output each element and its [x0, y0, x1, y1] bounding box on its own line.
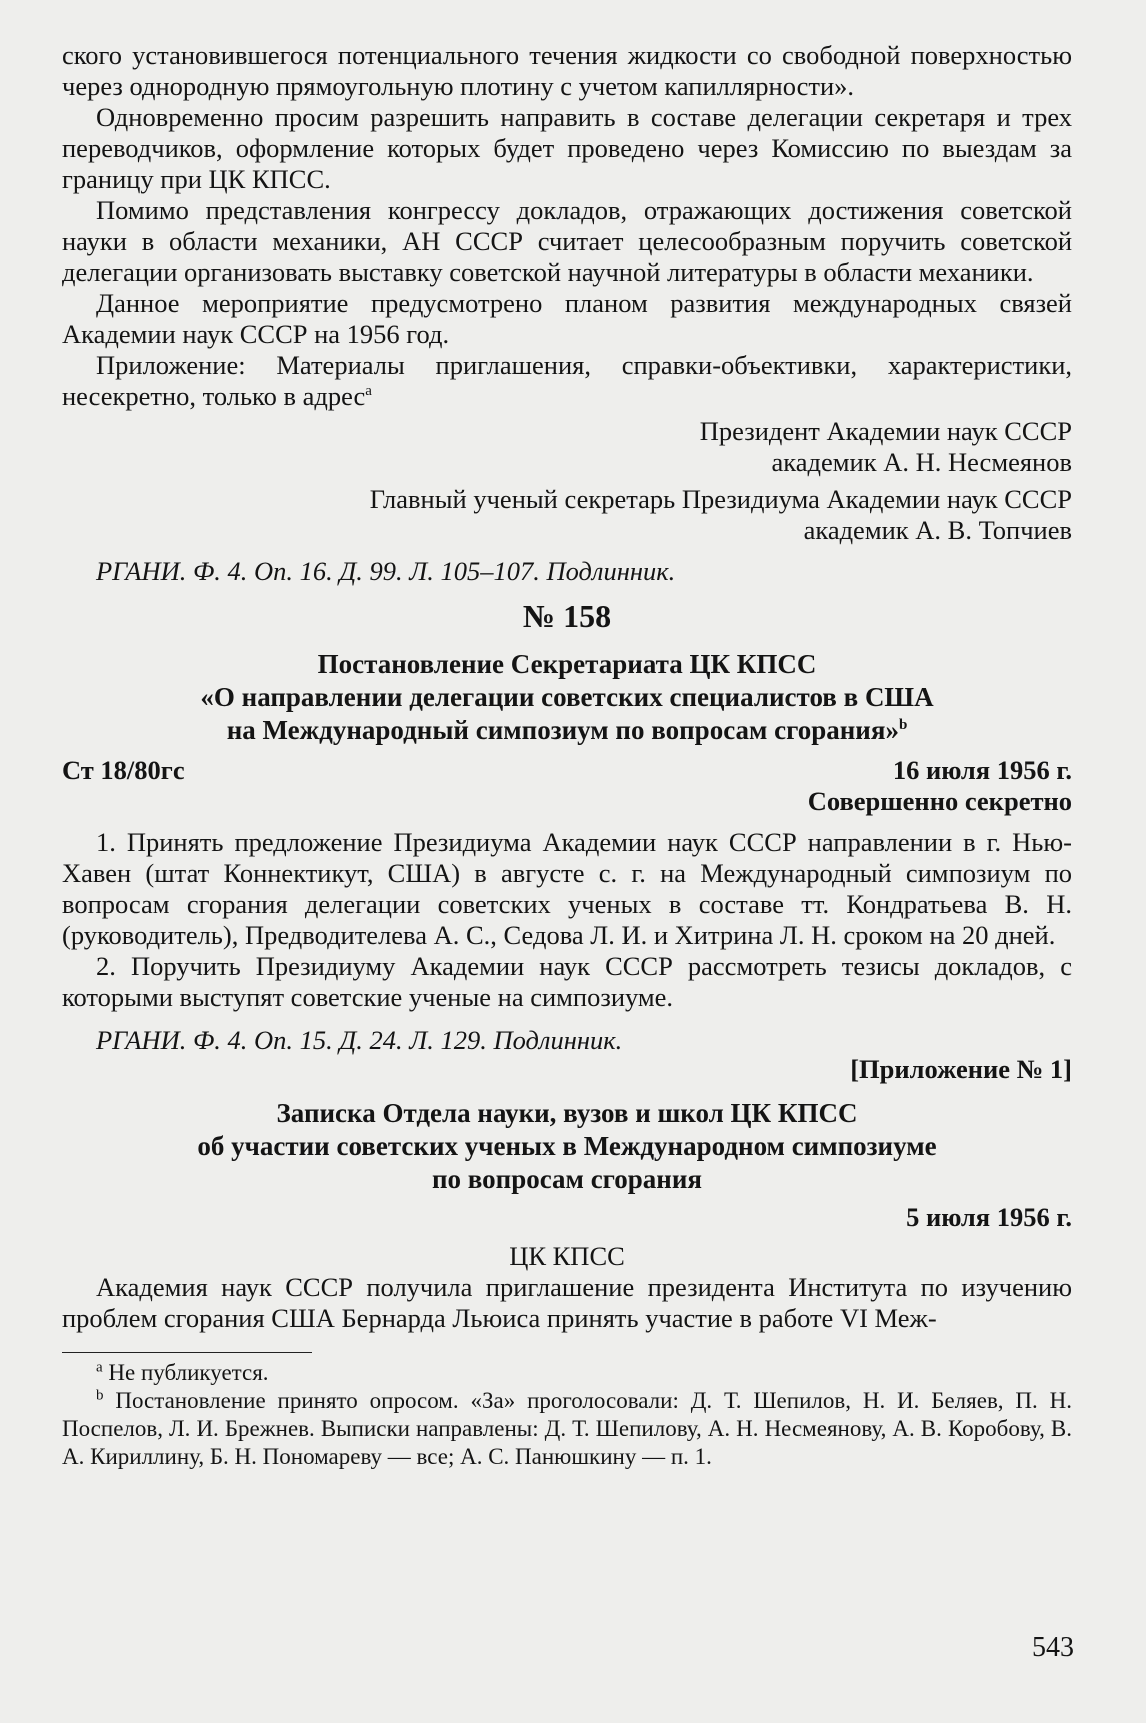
footnote-separator: [62, 1352, 312, 1353]
footnote-ref-a: а: [365, 383, 372, 400]
footnotes: [62, 1334, 1072, 1471]
document-title-line3: [62, 714, 1072, 747]
appendix-paragraph: Академия наук СССР получила приглашение президента Института по изучению проблем сгорания США Бернарда Льюиса принять участие в работе VI Меж-: [62, 1272, 1072, 1333]
resolution-item-1: 1. Принять предложение Президиума Академии наук СССР направлении в г. Нью-Хавен (штат Коннектикут, США) в августе с. г. на Международный симпозиум по вопросам сгорания делегации советских ученых в составе тт. Кондратьева В. Н. (руководитель), Предводителева А. С., Седова Л. И. и Хитрина Л. Н. сроком на 20 дней.: [62, 827, 1072, 950]
secrecy-stamp: Совершенно секретно: [807, 786, 1072, 816]
document-date: 16 июля 1956 г.: [892, 755, 1072, 785]
paragraph-exhibition: Помимо представления конгрессу докладов, отражающих достижения советской науки в области механики, АН СССР считает целесообразным поручить советской делегации организовать выставку советской научной литературы в области механики.: [62, 195, 1072, 287]
paragraph-plan: Данное мероприятие предусмотрено планом развития международных связей Академии наук СССР на 1956 год.: [62, 288, 1072, 349]
appendix-title-line2: об участии советских ученых в Международном симпозиуме: [197, 1131, 937, 1161]
appendix-title-line1: Записка Отдела науки, вузов и школ ЦК КПСС: [276, 1098, 858, 1128]
document-158: [62, 596, 1072, 1056]
title-line3-text: на Международный симпозиум по вопросам сгорания»: [226, 715, 899, 745]
footnote-a: [62, 1359, 1072, 1387]
appendix-1: [62, 1054, 1072, 1334]
paragraph-delegation: Одновременно просим разрешить направить в составе делегации секретаря и трех переводчиков, оформление которых будет проведено через Комиссию по выездам за границу при ЦК КПСС.: [62, 102, 1072, 194]
continuation-paragraph: ского установившегося потенциального течения жидкости со свободной поверхностью через однородную прямоугольную плотину с учетом капиллярности».: [62, 40, 1072, 101]
signature-2-title: Главный ученый секретарь Президиума Академии наук СССР: [369, 484, 1072, 514]
appendix-addressee: ЦК КПСС: [509, 1241, 625, 1271]
signature-2-name: академик А. В. Топчиев: [803, 515, 1072, 545]
resolution-item-2: 2. Поручить Президиуму Академии наук СССР рассмотреть тезисы докладов, с которыми выступят советские ученые на симпозиуме.: [62, 951, 1072, 1012]
archive-source-2: РГАНИ. Ф. 4. Оп. 15. Д. 24. Л. 129. Подлинник.: [96, 1025, 623, 1055]
appendix-label: [Приложение № 1]: [850, 1054, 1072, 1084]
footnote-a-text: Не публикуется.: [108, 1360, 269, 1385]
document-ref-row: [62, 755, 1072, 786]
footnote-ref-b: b: [898, 717, 908, 733]
page-number: 543: [1032, 1632, 1074, 1663]
footnote-b-mark: b: [96, 1387, 104, 1404]
signature-1-name: академик А. Н. Несмеянов: [771, 447, 1072, 477]
document-ref: Ст 18/80гс: [62, 755, 185, 785]
document-number: № 158: [522, 598, 612, 634]
footnote-a-mark: a: [96, 1359, 103, 1376]
signature-1-title: Президент Академии наук СССР: [699, 416, 1072, 446]
attachment-text: Приложение: Материалы приглашения, справки-объективки, характеристики, несекретно, только в адрес: [62, 350, 1072, 411]
paragraph-attachment: [62, 350, 1072, 412]
upper-section: [62, 40, 1072, 587]
appendix-title-line3: по вопросам сгорания: [431, 1164, 703, 1194]
document-title-line1: Постановление Секретариата ЦК КПСС: [317, 649, 817, 679]
archive-source-1: РГАНИ. Ф. 4. Оп. 16. Д. 99. Л. 105–107. Подлинник.: [96, 556, 676, 586]
footnote-b: [62, 1387, 1072, 1471]
footnote-b-text: Постановление принято опросом. «За» проголосовали: Д. Т. Шепилов, Н. И. Беляев, П. Н. Поспелов, Л. И. Брежнев. Выписки направлены: Д. Т. Шепилову, А. Н. Несмеянову, А. В. Коробову, В. А. Кириллину, Б. Н. Пономареву — все; А. С. Панюшкину — п. 1.: [62, 1388, 1073, 1469]
appendix-date: 5 июля 1956 г.: [906, 1202, 1072, 1232]
document-title-line2: «О направлении делегации советских специалистов в США: [200, 682, 934, 712]
